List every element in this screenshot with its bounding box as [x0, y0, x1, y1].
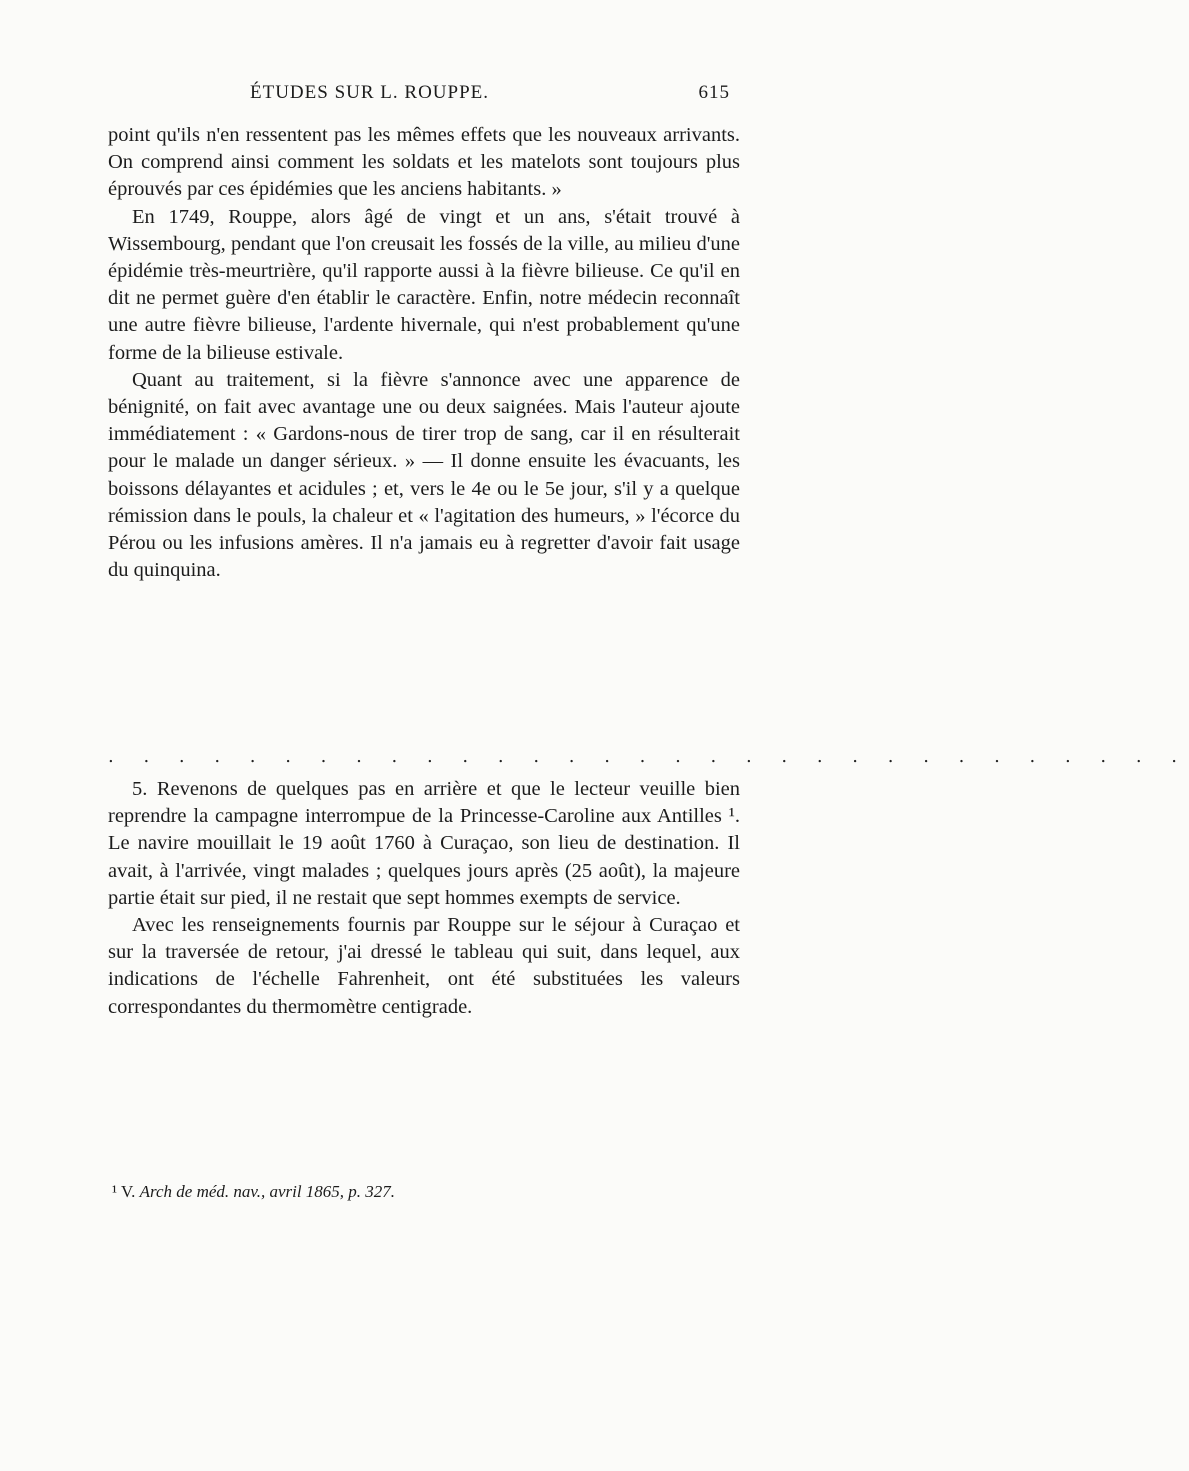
- main-text-continued: [108, 776, 740, 1021]
- footnote: [112, 1182, 732, 1202]
- paragraph: Quant au traitement, si la fièvre s'annonce avec une apparence de bénignité, on fait avec avantage une ou deux saignées. Mais l'auteur ajoute immédiatement : « Gardons-nous de tirer trop de sang, car il en résulterait pour le malade un danger sérieux. » — Il donne ensuite les évacuants, les boissons délayantes et acidules ; et, vers le 4e ou le 5e jour, s'il y a quelque rémission dans le pouls, la chaleur et « l'agitation des humeurs, » l'écorce du Pérou ou les infusions amères. Il n'a jamais eu à regretter d'avoir fait usage du quinquina.: [108, 368, 740, 582]
- running-title: ÉTUDES SUR L. ROUPPE.: [250, 82, 489, 103]
- footnote-text: Arch de méd. nav., avril 1865, p. 327.: [139, 1182, 396, 1201]
- page-number: 615: [698, 82, 730, 103]
- paragraph: 5. Revenons de quelques pas en arrière et que le lecteur veuille bien reprendre la campagne interrompue de la Princesse-Caroline aux Antilles ¹. Le navire mouillait le 19 août 1760 à Curaçao, son lieu de destination. Il avait, à l'arrivée, vingt malades ; quelques jours après (25 août), la majeure partie était sur pied, il ne restait que sept hommes exempts de service.: [108, 778, 740, 909]
- paragraph: point qu'ils n'en ressentent pas les mêmes effets que les nouveaux arrivants. On comprend ainsi comment les soldats et les matelots sont toujours plus éprouvés par ces épidémies que les anciens habitants. »: [108, 124, 740, 201]
- footnote-marker: ¹ V.: [112, 1182, 136, 1201]
- main-text: [108, 122, 740, 584]
- paragraph: Avec les renseignements fournis par Rouppe sur le séjour à Curaçao et sur la traversée de retour, j'ai dressé le tableau qui suit, dans lequel, aux indications de l'échelle Fahrenheit, ont été substituées les valeurs correspondantes du thermomètre centigrade.: [108, 914, 740, 1018]
- running-header: [100, 82, 730, 112]
- section-separator-dots: . . . . . . . . . . . . . . . . . . . . . . . . . . . . . . .: [108, 746, 1189, 767]
- paragraph: En 1749, Rouppe, alors âgé de vingt et un ans, s'était trouvé à Wissembourg, pendant que l'on creusait les fossés de la ville, au milieu d'une épidémie très-meurtrière, qu'il rapporte aussi à la fièvre bilieuse. Ce qu'il en dit ne permet guère d'en établir le caractère. Enfin, notre médecin reconnaît une autre fièvre bilieuse, l'ardente hivernale, qui n'est probablement qu'une forme de la bilieuse estivale.: [108, 205, 740, 364]
